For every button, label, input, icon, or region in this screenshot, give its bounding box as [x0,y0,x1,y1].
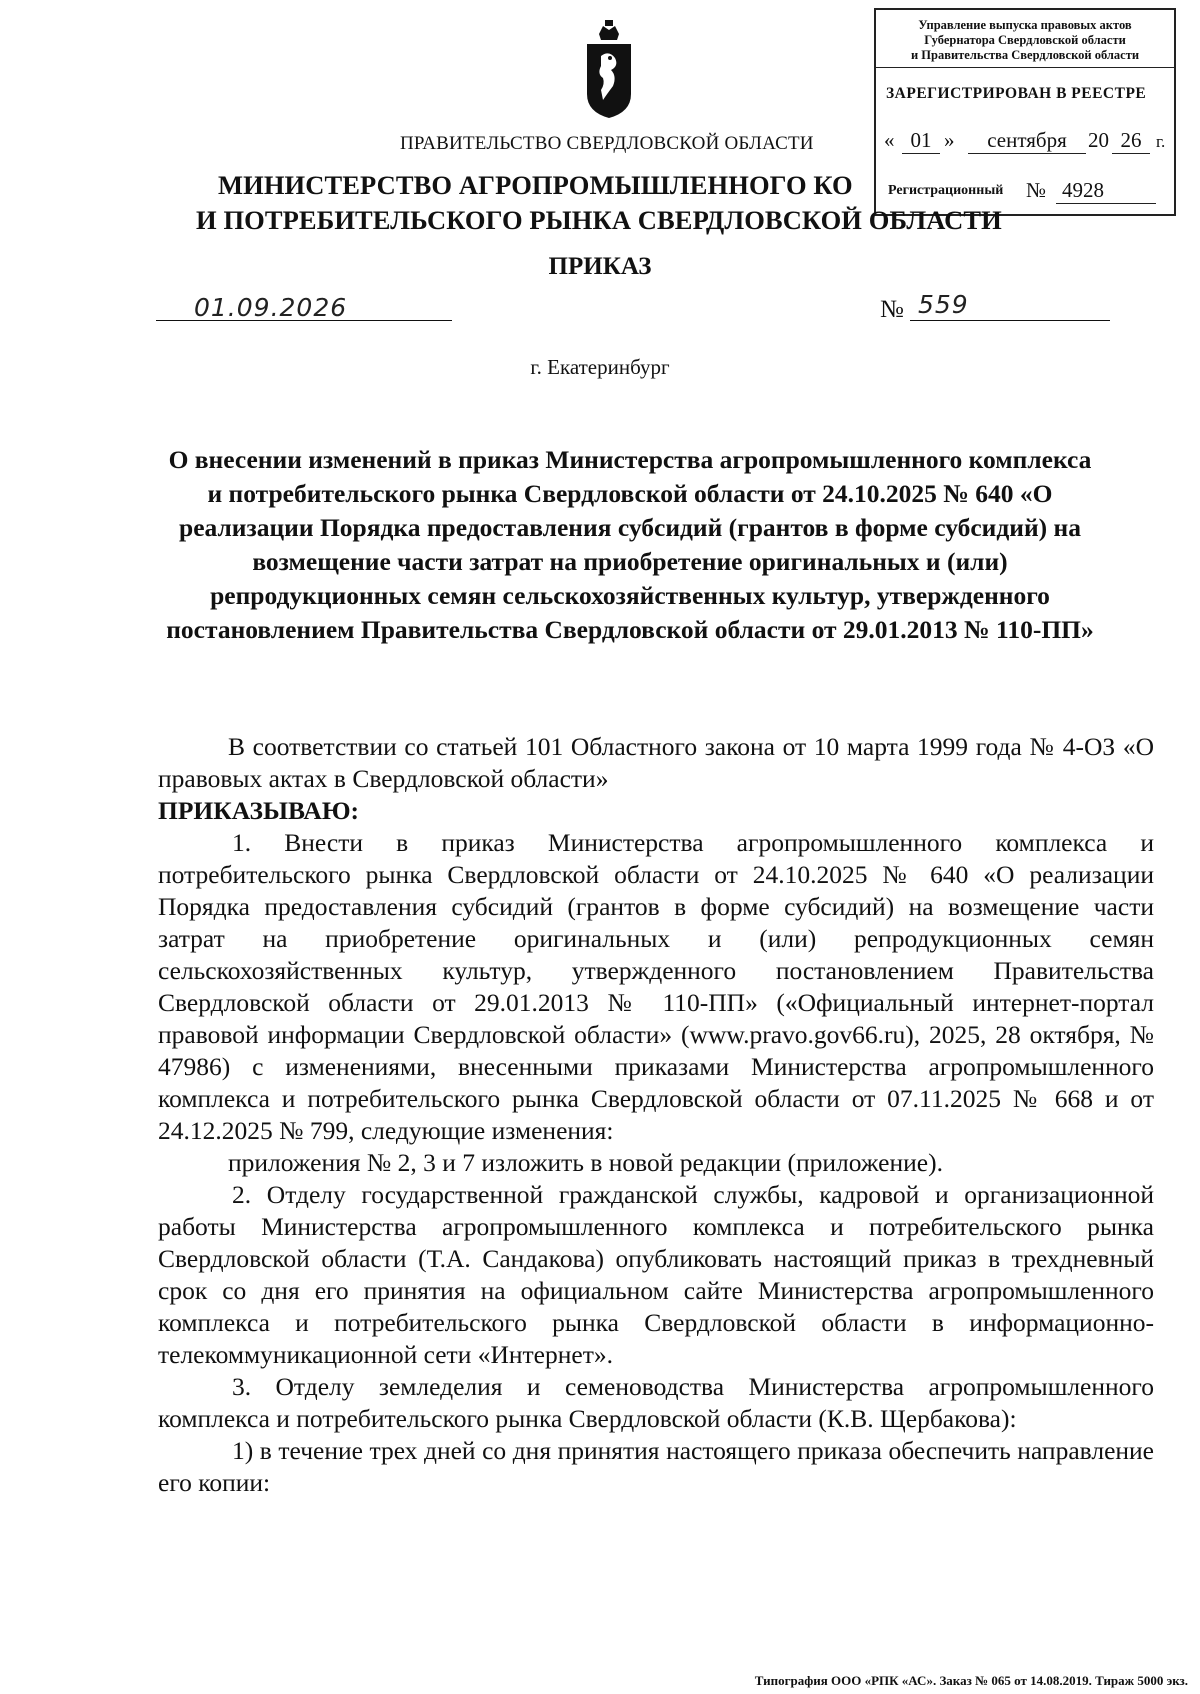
item-3: 3. Отделу земледелия и семеноводства Министерства агропромышленного комплекса и потребительского рынка Свердловской области (К.В. Щербакова): [158,1372,1154,1433]
intro-paragraph: В соответствии со статьей 101 Областного закона от 10 марта 1999 года № 4-ОЗ «О правовых актах в Свердловской области» [158,732,1154,793]
date-underline [156,320,452,321]
stamp-org-line: Управление выпуска правовых актов [918,18,1132,32]
stamp-year-abbr: г. [1156,132,1166,151]
stamp-date [884,128,1174,152]
stamp-organization [876,10,1174,68]
stamp-reg-number: 4928 [1056,178,1156,204]
document-subject: О внесении изменений в приказ Министерства агропромышленного комплекса и потребительского рынка Свердловской области от 24.10.2025 № 640 «О реализации Порядка предоставления субсидий (грантов в форме субсидий) на возмещение части затрат на приобретение оригинальных и (или) репродукционных семян сельскохозяйственных культур, утвержденного постановлением Правительства Свердловской области от 29.01.2013 № 110-ПП» [166,445,1094,644]
stamp-reg-sign: № [1026,178,1047,202]
item-1: 1. Внести в приказ Министерства агропромышленного комплекса и потребительского рынка Свердловской области от 24.10.2025 № 640 «О реализации Порядка предоставления субсидий (грантов в форме субсидий) на возмещение части затрат на приобретение оригинальных и (или) репродукционных семян сельскохозяйственных культур, утвержденного постановлением Правительства Свердловской области от 29.01.2013 № 110-ПП» («Официальный интернет-портал правовой информации Свердловской области» (www.pravo.gov66.ru), 2025, 28 октября, № 47986) с изменениями, внесенными приказами Министерства агропромышленного комплекса и потребительского рынка Свердловской области от 07.11.2025 № 668 и от 24.12.2025 № 799, следующие изменения: [158,828,1154,1145]
coat-of-arms-icon [583,20,635,120]
document-type: ПРИКАЗ [548,253,652,280]
stamp-year-prefix: 20 [1088,128,1109,152]
city: г. Екатеринбург [530,355,670,379]
stamp-year-suffix: 26 [1112,128,1150,154]
stamp-quote-close: » [944,128,955,152]
document-body [158,731,1154,1499]
ministry-title-line1: МИНИСТЕРСТВО АГРОПРОМЫШЛЕННОГО КО [218,170,853,200]
item-2: 2. Отделу государственной гражданской службы, кадровой и организационной работы Министерства агропромышленного комплекса и потребительского рынка Свердловской области (Т.А. Сандакова) опубликовать настоящий приказ в трехдневный срок со дня его принятия на официальном сайте Министерства агропромышленного комплекса и потребительского рынка Свердловской области в информационно-телекоммуникационной сети «Интернет». [158,1180,1154,1369]
handwritten-number: 559 [918,290,969,319]
stamp-reg-label: Регистрационный [888,183,1004,198]
stamp-org-line: и Правительства Свердловской области [910,48,1140,62]
stamp-org-line: Губернатора Свердловской области [924,33,1126,47]
stamp-title: ЗАРЕГИСТРИРОВАН В РЕЕСТРЕ [886,85,1147,102]
stamp-day: 01 [902,128,940,154]
government-title: ПРАВИТЕЛЬСТВО СВЕРДЛОВСКОЙ ОБЛАСТИ [400,133,814,154]
stamp-month: сентября [968,128,1086,154]
printer-footer: Типография ООО «РПК «АС». Заказ № 065 от 14.08.2019. Тираж 5000 экз. [754,1673,1188,1688]
item-1-sub: приложения № 2, 3 и 7 изложить в новой редакции (приложение). [228,1148,943,1177]
number-sign: № [880,296,904,323]
number-underline [910,320,1110,321]
registration-stamp [874,8,1176,216]
ministry-title-line2: И ПОТРЕБИТЕЛЬСКОГО РЫНКА СВЕРДЛОВСКОЙ ОБЛАСТИ [196,205,1002,235]
stamp-quote-open: « [884,128,895,152]
item-3-1: 1) в течение трех дней со дня принятия настоящего приказа обеспечить направление его копии: [158,1436,1154,1497]
stamp-reg-number-line [888,178,1168,202]
order-word: ПРИКАЗЫВАЮ: [158,796,360,825]
handwritten-date: 01.09.2026 [194,293,348,322]
